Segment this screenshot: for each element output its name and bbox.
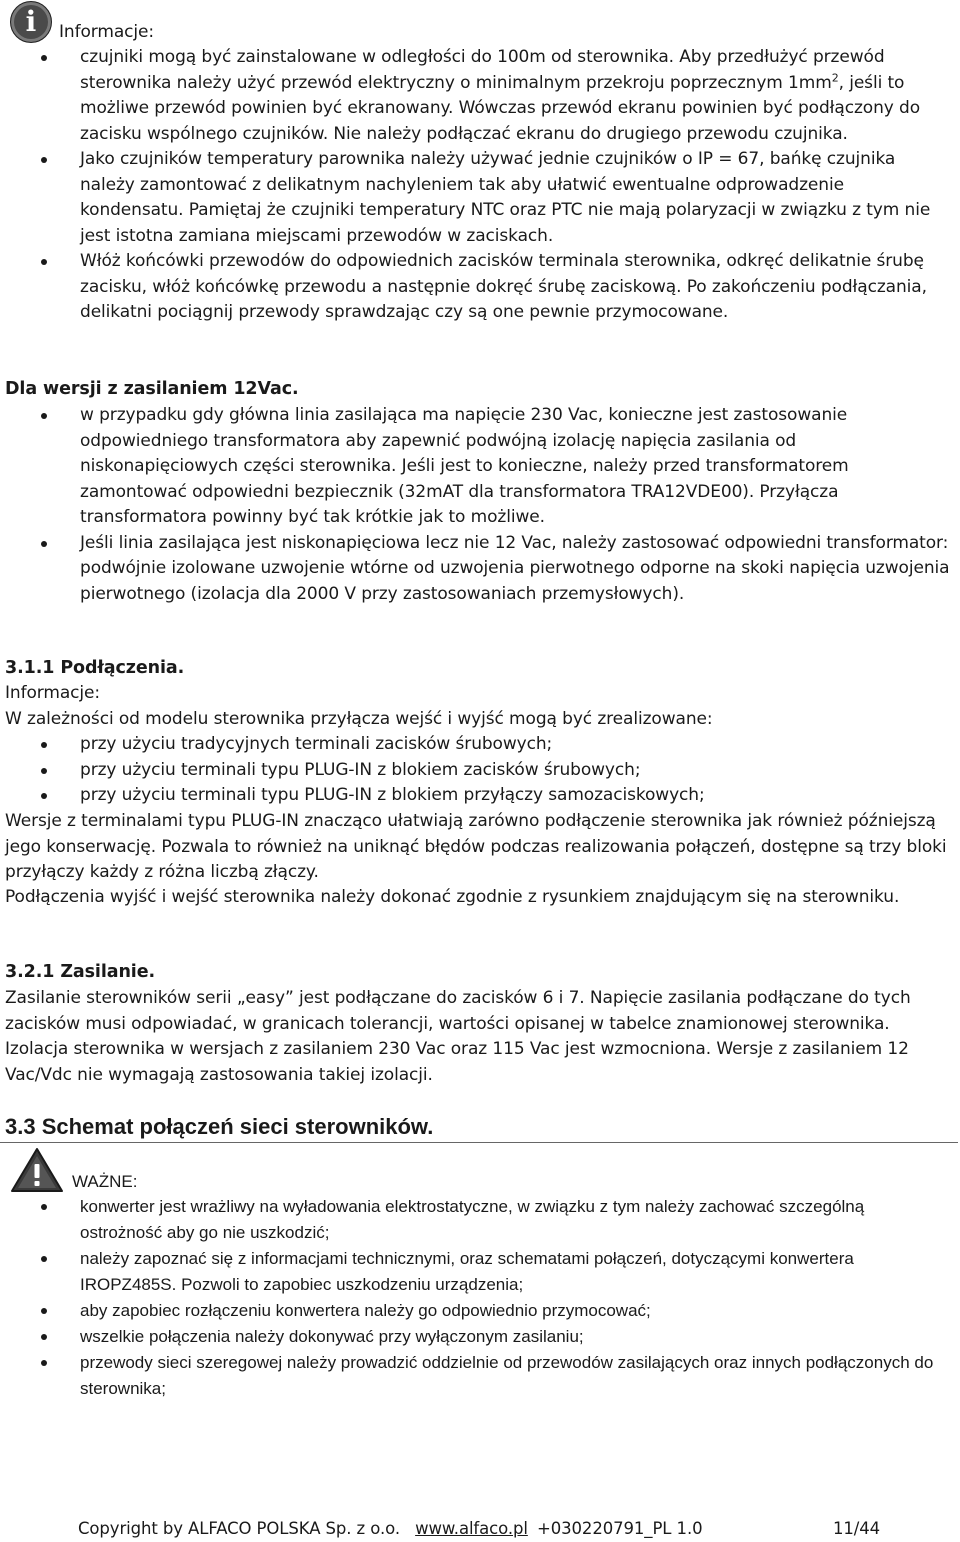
paragraph: Podłączenia wyjść i wejść sterownika należy dokonać zgodnie z rysunkiem znajdującym się na sterowniku. xyxy=(5,887,900,907)
list-item: Jeśli linia zasilająca jest niskonapięciowa lecz nie 12 Vac, należy zastosować odpowiedni transformator: podwójnie izolowane uzwojenie wtórne od uzwojenia pierwotnego odporne na skoki napięcia uzwojenia pierwotnego (izolacja dla 2000 V przy zastosowaniach przemysłowych). xyxy=(0,531,950,608)
list-item: wszelkie połączenia należy dokonywać przy wyłączonym zasilaniu; xyxy=(0,1324,950,1350)
version-list xyxy=(0,403,950,607)
paragraph: Wersje z terminalami typu PLUG-IN znacząco ułatwiają zarówno podłączenie sterownika jak również późniejszą jego konserwację. Pozwala to również na uniknąć błędów podczas realizowania połączeń, dostępne są trzy bloki przyłączy każdy z różna liczbą złączy. xyxy=(5,811,947,882)
warning-icon xyxy=(10,1147,64,1193)
list-item: Włóż końcówki przewodów do odpowiednich zacisków terminala sterownika, odkręć delikatnie śrubę zacisku, włóż końcówkę przewodu a następnie dokręć śrubę zaciskową. Po zakończeniu podłączania, delikatni pociągnij przewody sprawdzając czy są one pewnie przymocowane. xyxy=(0,249,950,326)
info-label: Informacje: xyxy=(59,22,154,42)
list-item: należy zapoznać się z informacjami technicznymi, oraz schematami połączeń, dotyczącymi konwertera IROPZ485S. Pozwoli to zapobiec uszkodzeniu urządzenia; xyxy=(0,1246,950,1298)
warning-list xyxy=(0,1194,950,1402)
version-heading: Dla wersji z zasilaniem 12Vac. xyxy=(5,379,299,399)
info-label-2: Informacje: xyxy=(5,683,100,703)
list-item: przy użyciu tradycyjnych terminali zacisków śrubowych; xyxy=(0,732,950,758)
divider xyxy=(0,1142,958,1143)
warning-label: WAŻNE: xyxy=(72,1172,138,1191)
list-item: przy użyciu terminali typu PLUG-IN z blokiem przyłączy samozaciskowych; xyxy=(0,783,950,809)
info-list xyxy=(0,45,950,326)
footer-link[interactable]: www.alfaco.pl xyxy=(415,1519,528,1538)
section-heading-33: 3.3 Schemat połączeń sieci sterowników. xyxy=(5,1114,434,1139)
footer xyxy=(78,1516,702,1542)
footer-code: +030220791_PL 1.0 xyxy=(537,1519,703,1538)
list-item: przy użyciu terminali typu PLUG-IN z blokiem zacisków śrubowych; xyxy=(0,758,950,784)
intro-text: W zależności od modelu sterownika przyłącza wejść i wyjść mogą być zrealizowane: xyxy=(5,709,713,729)
list-item: konwerter jest wrażliwy na wyładowania elektrostatyczne, w związku z tym należy zachować szczególną ostrożność aby go nie uszkodzić; xyxy=(0,1194,950,1246)
list-item: w przypadku gdy główna linia zasilająca ma napięcie 230 Vac, konieczne jest zastosowanie odpowiedniego transformatora aby zapewnić podwójną izolację napięcia zasilania od niskonapięciowych części sterownika. Jeśli jest to konieczne, należy przed transformatorem zamontować odpowiedni bezpiecznik (32mAT dla transformatora TRA12VDE00). Przyłącza transformatora powinny być tak krótkie jak to możliwe. xyxy=(0,403,950,531)
section-heading-321: 3.2.1 Zasilanie. xyxy=(5,962,156,982)
list-item: aby zapobiec rozłączeniu konwertera należy go odpowiednio przymocować; xyxy=(0,1298,950,1324)
terminal-list xyxy=(0,732,950,809)
list-item: Jako czujników temperatury parownika należy używać jednie czujników o IP = 67, bańkę czujnika należy zamontować z delikatnym nachyleniem tak aby ułatwić ewentualne odprowadzenie kondensatu. Pamiętaj że czujniki temperatury NTC oraz PTC nie mają polaryzacji w związku z tym nie jest istotna zamiana miejscami przewodów w zaciskach. xyxy=(0,147,950,249)
section-heading-311: 3.1.1 Podłączenia. xyxy=(5,658,185,678)
list-item: czujniki mogą być zainstalowane w odległości do 100m od sterownika. Aby przedłużyć przewód sterownika należy użyć przewód elektryczny o minimalnym przekroju poprzecznym $1mm^2$, jeśli to możliwe przewód powinien być ekranowany. Wówczas przewód ekranu powinien być podłączony do zacisku wspólnego czujników. Nie należy podłączać ekranu do drugiego przewodu czujnika. xyxy=(0,45,950,147)
footer-copyright: Copyright by ALFACO POLSKA Sp. z o.o. xyxy=(78,1519,400,1538)
paragraph: Zasilanie sterowników serii „easy” jest podłączane do zacisków 6 i 7. Napięcie zasilania podłączane do tych zacisków musi odpowiadać, w granicach tolerancji, wartości opisanej w tabelce znamionowej sterownika. Izolacja sterownika w wersjach z zasilaniem 230 Vac oraz 115 Vac jest wzmocniona. Wersje z zasilaniem 12 Vac/Vdc nie wymagają zastosowania takiej izolacji. xyxy=(5,988,911,1085)
page-number: 11/44 xyxy=(833,1519,881,1538)
list-item: przewody sieci szeregowej należy prowadzić oddzielnie od przewodów zasilających oraz innych podłączonych do sterownika; xyxy=(0,1350,950,1402)
info-icon: i xyxy=(10,1,52,43)
